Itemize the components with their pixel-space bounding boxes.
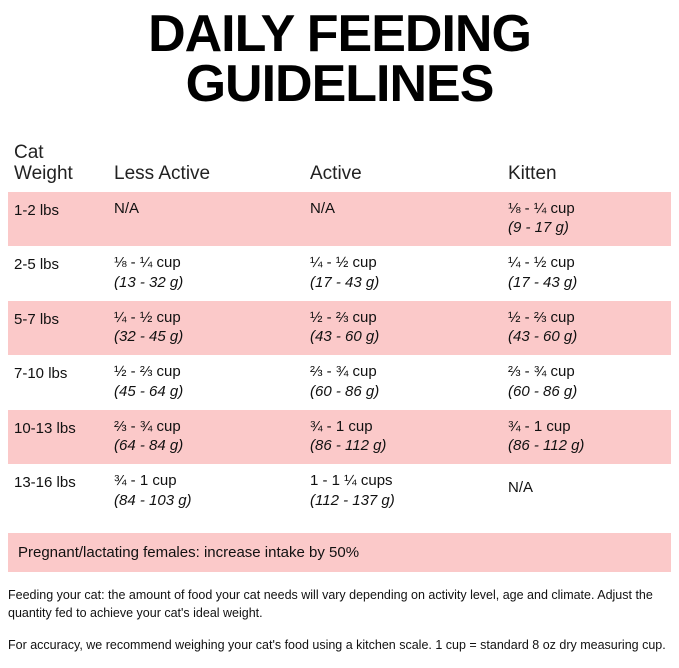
amount-cups: ¾ - 1 cup [310, 417, 373, 435]
row-active [304, 464, 502, 519]
row-weight: 5-7 lbs [14, 310, 60, 328]
amount-grams: (86 - 112 g) [508, 437, 585, 455]
header-active: Active [310, 162, 362, 184]
header-kitten: Kitten [508, 162, 557, 184]
table-row [8, 464, 671, 519]
amount-cups: 1 - 1 ¼ cups [310, 472, 393, 490]
row-kitten [502, 410, 671, 465]
amount-cups: ⅔ - ¾ cup [114, 417, 181, 435]
footnote-feeding-your-cat: Feeding your cat: the amount of food your cat needs will vary depending on activity level, age and climate. Adjust the quantity fed to achieve your cat's ideal weight. [8, 587, 653, 620]
row-less-active [108, 410, 304, 465]
table-row [8, 301, 671, 356]
page-title-line-2: GUIDELINES [185, 54, 494, 113]
row-less-active [108, 301, 304, 356]
amount-cups: ½ - ⅔ cup [114, 363, 181, 381]
amount-grams: (17 - 43 g) [310, 273, 380, 291]
amount-grams: (43 - 60 g) [310, 328, 380, 346]
row-weight: 2-5 lbs [14, 256, 60, 274]
row-less-active [108, 192, 304, 228]
amount-cups: ⅔ - ¾ cup [508, 363, 575, 381]
row-active [304, 246, 502, 301]
amount-grams: (45 - 64 g) [114, 382, 184, 400]
row-active [304, 192, 502, 228]
amount-cups: ¼ - ½ cup [114, 308, 181, 326]
amount-cups: N/A [310, 199, 336, 217]
table-row [8, 410, 671, 465]
amount-grams: (32 - 45 g) [114, 328, 184, 346]
row-weight: 10-13 lbs [14, 419, 76, 437]
amount-cups: ⅛ - ¼ cup [508, 199, 575, 217]
amount-grams: (60 - 86 g) [310, 382, 380, 400]
table-row [8, 355, 671, 410]
amount-cups: ⅔ - ¾ cup [310, 363, 377, 381]
row-weight: 7-10 lbs [14, 365, 68, 383]
row-less-active [108, 464, 304, 519]
row-less-active [108, 246, 304, 301]
amount-cups: ½ - ⅔ cup [310, 308, 377, 326]
header-cat-weight-line-1: Cat [14, 141, 44, 163]
header-cat-weight [8, 134, 108, 191]
row-active [304, 355, 502, 410]
header-less-active: Less Active [114, 162, 211, 184]
page-title-line-1: DAILY FEEDING [148, 5, 531, 63]
amount-grams: (64 - 84 g) [114, 437, 184, 455]
row-kitten [502, 246, 671, 301]
amount-cups: ⅛ - ¼ cup [114, 254, 181, 272]
row-kitten [502, 301, 671, 356]
header-cat-weight-line-2: Weight [14, 163, 73, 185]
row-weight: 13-16 lbs [14, 474, 76, 492]
page-title [8, 0, 671, 113]
amount-grams: (13 - 32 g) [114, 273, 184, 291]
table-row [8, 192, 671, 247]
row-active [304, 410, 502, 465]
amount-cups: N/A [114, 199, 140, 217]
amount-grams: (17 - 43 g) [508, 273, 578, 291]
amount-grams: (112 - 137 g) [310, 491, 395, 509]
amount-grams: (9 - 17 g) [508, 219, 569, 237]
amount-grams: (86 - 112 g) [310, 437, 387, 455]
amount-grams: (60 - 86 g) [508, 382, 578, 400]
row-active [304, 301, 502, 356]
amount-grams: (43 - 60 g) [508, 328, 578, 346]
row-kitten [502, 355, 671, 410]
row-less-active [108, 355, 304, 410]
amount-cups: ¾ - 1 cup [114, 472, 177, 490]
row-kitten [502, 464, 671, 506]
table-row [8, 246, 671, 301]
amount-cups: ¼ - ½ cup [310, 254, 377, 272]
footnote-accuracy: For accuracy, we recommend weighing your cat's food using a kitchen scale. 1 cup = standard 8 oz dry measuring cup. [8, 637, 666, 652]
feeding-table [8, 134, 671, 519]
amount-cups: N/A [508, 479, 534, 497]
pregnant-lactating-note: Pregnant/lactating females: increase intake by 50% [8, 533, 671, 572]
amount-cups: ½ - ⅔ cup [508, 308, 575, 326]
footnotes [8, 586, 671, 654]
table-header-row [8, 134, 671, 192]
row-kitten [502, 192, 671, 247]
amount-cups: ¼ - ½ cup [508, 254, 575, 272]
amount-grams: (84 - 103 g) [114, 491, 192, 509]
row-weight: 1-2 lbs [14, 201, 60, 219]
amount-cups: ¾ - 1 cup [508, 417, 571, 435]
